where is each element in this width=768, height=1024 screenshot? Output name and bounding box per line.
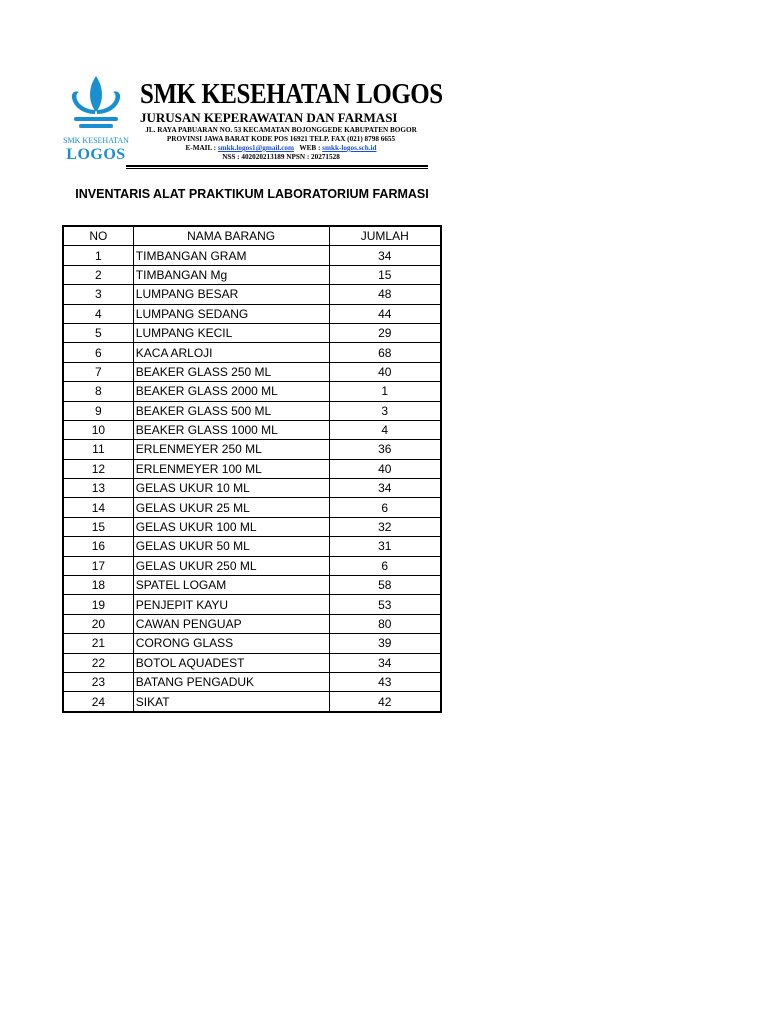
item-name: BOTOL AQUADEST [133,653,329,672]
item-quantity: 43 [329,672,441,691]
table-row [63,653,441,672]
item-name: GELAS UKUR 25 ML [133,498,329,517]
row-number: 3 [63,285,133,304]
school-name: SMK KESEHATAN LOGOS [140,78,443,110]
row-number: 20 [63,614,133,633]
table-row [63,614,441,633]
item-name: GELAS UKUR 50 ML [133,537,329,556]
item-name: CAWAN PENGUAP [133,614,329,633]
item-name: LUMPANG KECIL [133,323,329,342]
item-quantity: 48 [329,285,441,304]
nss-npsn-line: NSS : 402020213189 NPSN : 20271528 [222,153,340,161]
table-row [63,692,441,712]
item-name: PENJEPIT KAYU [133,595,329,614]
web-label: WEB : [299,144,321,152]
table-row [63,265,441,284]
row-number: 5 [63,323,133,342]
letterhead-divider-thin [126,168,428,169]
row-number: 17 [63,556,133,575]
item-quantity: 34 [329,479,441,498]
row-number: 15 [63,517,133,536]
row-number: 18 [63,576,133,595]
item-name: BATANG PENGADUK [133,672,329,691]
row-number: 7 [63,362,133,381]
item-name: TIMBANGAN GRAM [133,246,329,265]
address-line-1: JL. RAYA PABUARAN NO. 53 KECAMATAN BOJONGGEDE KABUPATEN BOGOR [145,126,417,134]
row-number: 24 [63,692,133,712]
row-number: 4 [63,304,133,323]
address-line-2: PROVINSI JAWA BARAT KODE POS 16921 TELP. FAX (021) 8798 6655 [166,135,396,143]
item-name: GELAS UKUR 250 ML [133,556,329,575]
item-quantity: 44 [329,304,441,323]
table-row [63,440,441,459]
row-number: 6 [63,343,133,362]
table-row [63,285,441,304]
item-name: LUMPANG SEDANG [133,304,329,323]
letterhead-divider-thick [126,165,428,167]
table-row [63,343,441,362]
email-link[interactable]: smkk.logos1@gmail.com [217,144,295,152]
row-number: 2 [63,265,133,284]
item-name: ERLENMEYER 250 ML [133,440,329,459]
item-quantity: 6 [329,556,441,575]
item-quantity: 42 [329,692,441,712]
email-label: E-MAIL : [185,144,217,152]
column-header-qty: JUMLAH [329,226,441,246]
logo-text-top: SMK KESEHATAN [63,136,129,145]
table-row [63,576,441,595]
item-name: BEAKER GLASS 500 ML [133,401,329,420]
item-quantity: 1 [329,382,441,401]
table-row [63,556,441,575]
item-quantity: 36 [329,440,441,459]
column-header-name: NAMA BARANG [133,226,329,246]
item-quantity: 34 [329,246,441,265]
item-quantity: 6 [329,498,441,517]
row-number: 12 [63,459,133,478]
table-row [63,323,441,342]
letterhead [62,72,443,172]
table-row [63,382,441,401]
table-row [63,246,441,265]
item-quantity: 4 [329,420,441,439]
item-quantity: 29 [329,323,441,342]
table-row [63,595,441,614]
table-row [63,498,441,517]
item-name: SIKAT [133,692,329,712]
item-quantity: 39 [329,634,441,653]
department-name: JURUSAN KEPERAWATAN DAN FARMASI [140,110,398,125]
item-name: CORONG GLASS [133,634,329,653]
column-header-no: NO [63,226,133,246]
row-number: 19 [63,595,133,614]
table-row [63,517,441,536]
item-name: TIMBANGAN Mg [133,265,329,284]
fleur-icon [66,74,126,134]
table-row [63,459,441,478]
row-number: 10 [63,420,133,439]
row-number: 14 [63,498,133,517]
row-number: 1 [63,246,133,265]
item-quantity: 53 [329,595,441,614]
item-quantity: 68 [329,343,441,362]
item-name: KACA ARLOJI [133,343,329,362]
logo-text-bottom: LOGOS [66,146,126,163]
document-title: INVENTARIS ALAT PRAKTIKUM LABORATORIUM FARMASI [75,187,429,201]
row-number: 13 [63,479,133,498]
item-quantity: 34 [329,653,441,672]
item-quantity: 3 [329,401,441,420]
table-row [63,672,441,691]
item-quantity: 80 [329,614,441,633]
table-row [63,634,441,653]
row-number: 22 [63,653,133,672]
item-name: BEAKER GLASS 250 ML [133,362,329,381]
table-row [63,401,441,420]
table-row [63,537,441,556]
item-quantity: 32 [329,517,441,536]
item-name: GELAS UKUR 100 ML [133,517,329,536]
item-name: BEAKER GLASS 2000 ML [133,382,329,401]
item-quantity: 15 [329,265,441,284]
row-number: 11 [63,440,133,459]
item-name: ERLENMEYER 100 ML [133,459,329,478]
item-quantity: 31 [329,537,441,556]
item-name: LUMPANG BESAR [133,285,329,304]
web-link[interactable]: smkk-logos.sch.id [322,144,377,152]
item-name: BEAKER GLASS 1000 ML [133,420,329,439]
item-quantity: 58 [329,576,441,595]
item-quantity: 40 [329,362,441,381]
item-quantity: 40 [329,459,441,478]
inventory-table [62,225,442,713]
row-number: 9 [63,401,133,420]
table-body [63,246,441,712]
table-row [63,479,441,498]
table-header-row [63,226,441,246]
school-logo [62,72,130,168]
item-name: GELAS UKUR 10 ML [133,479,329,498]
row-number: 21 [63,634,133,653]
row-number: 8 [63,382,133,401]
table-row [63,420,441,439]
table-row [63,304,441,323]
table-row [63,362,441,381]
item-name: SPATEL LOGAM [133,576,329,595]
row-number: 16 [63,537,133,556]
contact-line [126,144,436,153]
row-number: 23 [63,672,133,691]
